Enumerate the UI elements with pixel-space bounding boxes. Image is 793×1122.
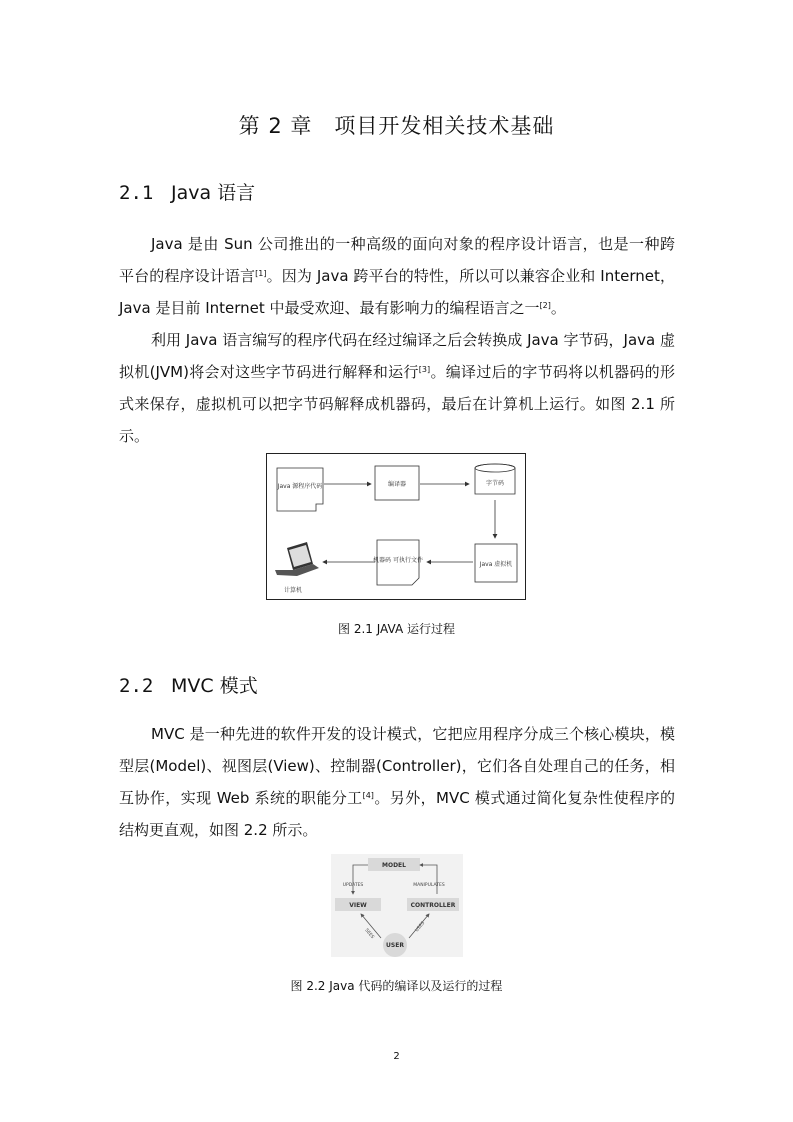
section-heading-2-2: [119, 671, 258, 698]
node-label: Java 虚拟机: [479, 561, 513, 568]
mvc-label: MODEL: [382, 862, 406, 869]
paragraph-mvc: [119, 718, 675, 846]
mvc-label: UPDATES: [342, 883, 364, 888]
node-jvm: [475, 544, 517, 582]
mvc-label: SEES: [363, 928, 375, 941]
citation: [2]: [539, 301, 551, 310]
mvc-label: MANIPULATES: [413, 883, 445, 888]
paragraph-java-bytecode: [119, 324, 675, 452]
paragraph-text: 。编译过后的字节码将以机器码的形式来保存，虚拟机可以把字节码解释成机器码，最后在计算机上运行。如图 2.1 所示。: [119, 363, 675, 445]
page-number: 2: [393, 1051, 400, 1062]
chapter-title: 项目开发相关技术基础: [334, 114, 555, 138]
mvc-user-node: [383, 933, 407, 957]
section-number: 2.1: [119, 182, 154, 204]
laptop-icon: [275, 542, 319, 594]
paragraph-text: 利用 Java 语言编写的程序代码在经过编译之后会转换成 Java 字节码，Java 虚拟机(JVM)将会对这些字节码进行解释和运行: [119, 331, 675, 381]
node-label: Java 源程序代码: [277, 483, 323, 490]
citation: [4]: [362, 791, 374, 800]
figure-caption: 图 2.1 JAVA 运行过程: [338, 622, 455, 636]
chapter-heading: [0, 110, 793, 140]
paragraph-text: Java 是由 Sun 公司推出的一种高级的面向对象的程序设计语言，也是一种跨平台的程序设计语言: [119, 235, 675, 285]
mvc-label: CONTROLLER: [410, 902, 456, 909]
citation: [3]: [418, 365, 431, 374]
node-machine-code: [373, 540, 423, 585]
mvc-view-box: [335, 898, 381, 911]
chapter-number: 第 2 章: [238, 114, 313, 138]
node-label: 字节码: [485, 480, 505, 487]
node-source-code: [277, 468, 323, 511]
node-label: 编译器: [387, 481, 407, 488]
paragraph-text: MVC 是一种先进的软件开发的设计模式，它把应用程序分成三个核心模块，模型层(Model)、视图层(View)、控制器(Controller)，它们各自处理自己的任务，相互协作，实现 Web 系统的职能分工: [119, 725, 675, 807]
node-compiler: [375, 466, 419, 500]
paragraph-text: 。另外，MVC 模式通过简化复杂性使程序的结构更直观，如图 2.2 所示。: [119, 789, 675, 839]
section-heading-2-1: [119, 178, 255, 205]
node-label: 计算机: [283, 587, 303, 594]
mvc-label: USER: [386, 942, 404, 949]
mvc-label: USES: [414, 920, 427, 934]
mvc-model-box: [368, 858, 420, 871]
section-title: MVC 模式: [171, 675, 258, 697]
figure-mvc-diagram: [331, 854, 463, 957]
mvc-label: VIEW: [349, 902, 367, 909]
paragraph-text: 。因为 Java 跨平台的特性，所以可以兼容企业和 Internet，Java 是目前 Internet 中最受欢迎、最有影响力的编程语言之一: [119, 267, 675, 317]
paragraph-text: 。: [550, 299, 566, 317]
section-number: 2.2: [119, 675, 154, 697]
citation: [1]: [255, 269, 267, 278]
figure-java-run-process: [266, 453, 526, 600]
node-bytecode: [475, 464, 515, 494]
arrow: [420, 865, 437, 894]
section-title: Java 语言: [171, 182, 256, 204]
arrow: [353, 865, 368, 894]
node-label: 机器码 可执行文件: [373, 557, 423, 564]
figure-caption: 图 2.2 Java 代码的编译以及运行的过程: [290, 979, 503, 993]
mvc-controller-box: [407, 898, 459, 911]
paragraph-java-intro: [119, 228, 675, 324]
